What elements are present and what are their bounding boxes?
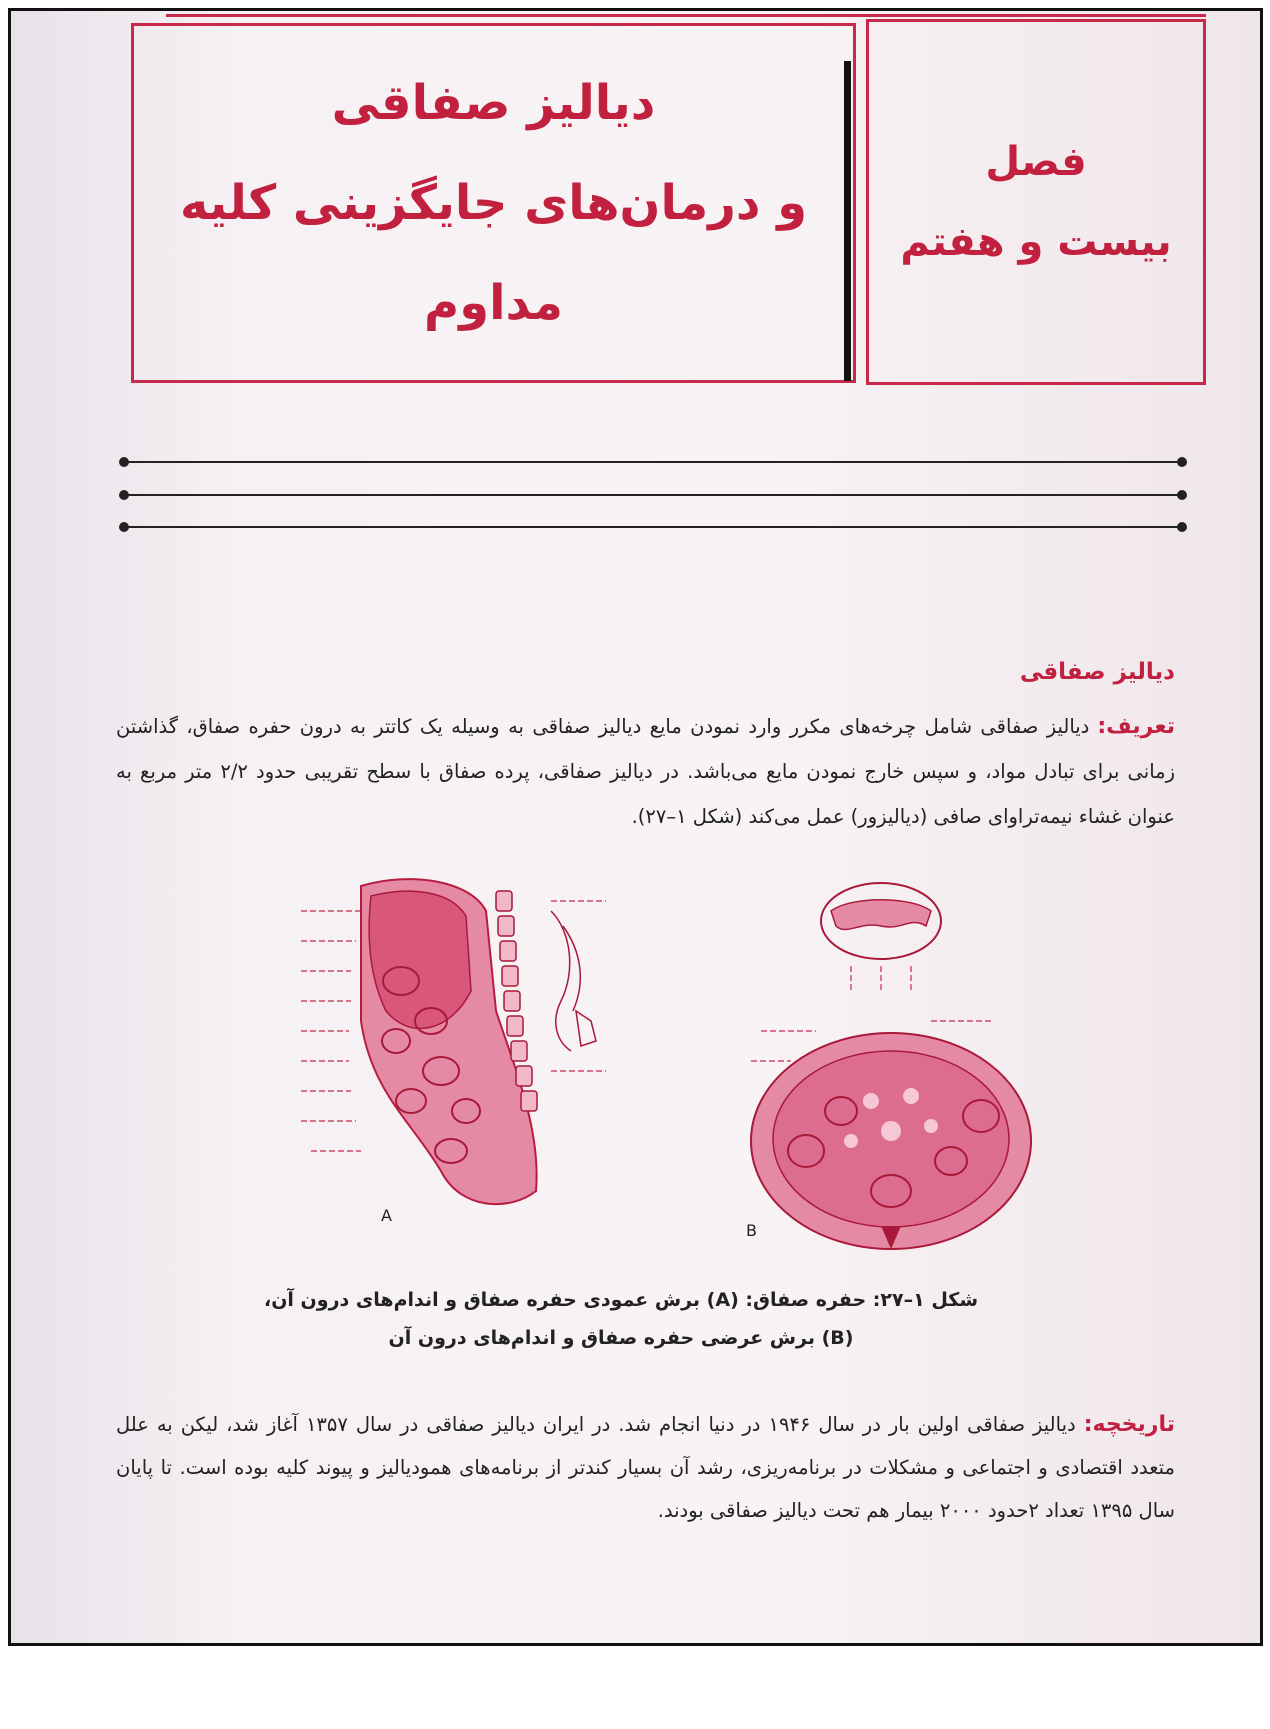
chapter-number-box [866,19,1206,385]
history-text: دیالیز صفاقی اولین بار در سال ۱۹۴۶ در دنیا انجام شد. در ایران دیالیز صفاقی در سال ۱۳۵۷ آغاز شد، لیکن به علل متعدد اقتصادی و اجتماعی و مشکلات در برنامه‌ریزی، رشد آن بسیار کندتر از برنامه‌های همودیالیز و پیوند کلیه بوده است. تا پایان سال ۱۳۹۵ تعداد ۲حدود ۲۰۰۰ بیمار هم تحت دیالیز صفاقی بودند. [116,1413,1175,1522]
history-paragraph [116,1403,1175,1532]
figure-b-letter: B [746,1221,757,1240]
section-heading: دیالیز صفاقی [1019,659,1175,685]
chapter-title-line-3: مداوم [424,275,563,331]
book-page [8,8,1263,1646]
figure-caption-line-2: (B) برش عرضی حفره صفاق و اندام‌های درون آن [388,1327,854,1349]
figure-caption-line-1: شکل ۱–۲۷: حفره صفاق: (A) برش عمودی حفره صفاق و اندام‌های درون آن، [263,1289,979,1311]
figure-a-sagittal-section [301,871,621,1231]
figure-caption [211,1281,1031,1357]
chapter-title-line-2: و درمان‌های جایگزینی کلیه [179,175,808,231]
definition-paragraph [116,704,1175,839]
definition-label: تعریف: [1097,714,1175,739]
divider-rule-3 [123,526,1183,528]
divider-rule-1 [123,461,1183,463]
figure-a-letter: A [381,1206,392,1225]
definition-text: دیالیز صفاقی شامل چرخه‌های مکرر وارد نمودن مایع دیالیز صفاقی به وسیله یک کاتتر به درون حفره صفاق، گذاشتن زمانی برای تبادل مواد، و سپس خارج نمودن مایع می‌باشد. در دیالیز صفاقی، پرده صفاق با سطح تقریبی حدود ۲/۲ متر مربع به عنوان غشاء نیمه‌تراوای صافی (دیالیزور) عمل می‌کند (شکل ۱–۲۷). [116,715,1176,828]
chapter-title-line-1: دیالیز صفاقی [331,75,656,131]
divider-rule-2 [123,494,1183,496]
history-label: تاریخچه: [1083,1412,1175,1437]
top-accent-line [166,14,1206,17]
chapter-number: بیست و هفتم [900,219,1172,265]
chapter-label: فصل [985,139,1087,185]
chapter-title-box [131,23,856,383]
figure-b-transverse-section [731,881,1071,1251]
